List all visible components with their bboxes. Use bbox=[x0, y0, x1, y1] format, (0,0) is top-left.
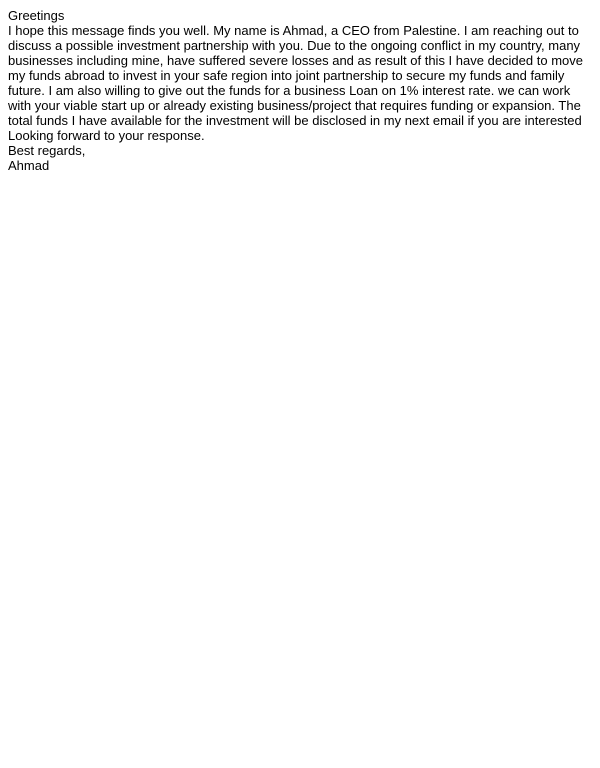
email-closing: Best regards, bbox=[8, 143, 86, 158]
email-body bbox=[8, 8, 592, 173]
email-greeting: Greetings bbox=[8, 8, 65, 23]
email-signature: Ahmad bbox=[8, 158, 50, 173]
email-message: I hope this message finds you well. My name is Ahmad, a CEO from Palestine. I am reaching out to discuss a possible investment partnership with you. Due to the ongoing conflict in my country, many businesses including mine, have suffered severe losses and as result of this I have decided to move my funds abroad to invest in your safe region into joint partnership to secure my funds and family future. I am also willing to give out the funds for a business Loan on 1% interest rate. we can work with your viable start up or already existing business/project that requires funding or expansion. The total funds I have available for the investment will be disclosed in my next email if you are interested Looking forward to your response. bbox=[8, 23, 583, 143]
